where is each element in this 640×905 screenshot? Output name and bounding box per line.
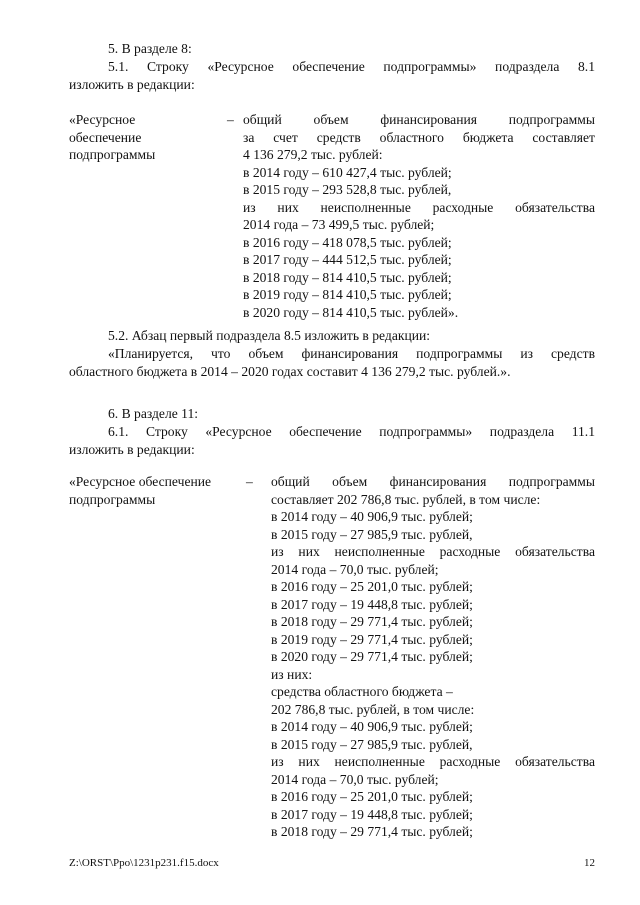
section11-p61-line1: 6.1. Строку «Ресурсное обеспечение подпрограммы» подраздела 11.1 [108, 424, 595, 439]
text-line: в 2016 году – 25 201,0 тыс. рублей; [271, 789, 473, 804]
text-line: в 2015 году – 27 985,9 тыс. рублей, [271, 526, 473, 542]
text-line: «Ресурсное обеспечение [69, 474, 212, 489]
section8-heading: 5. В разделе 8: [108, 41, 192, 56]
text-line: из них неисполненные расходные обязательства [243, 199, 595, 215]
text-line: 2014 года – 73 499,5 тыс. рублей; [243, 217, 435, 232]
section8-row-label [69, 111, 155, 164]
text-line: средства областного бюджета – [271, 684, 453, 699]
text-line: в 2019 году – 29 771,4 тыс. рублей; [271, 631, 473, 647]
footer-file-path: Z:\ORST\Ppo\1231p231.f15.docx [69, 857, 219, 869]
text-line: в 2017 году – 19 448,8 тыс. рублей; [271, 596, 473, 612]
text-line: в 2014 году – 40 906,9 тыс. рублей; [271, 509, 473, 524]
text-line: подпрограммы [69, 491, 156, 507]
footer-page-number: 12 [584, 857, 595, 869]
section8-p51-line2: изложить в редакции: [69, 77, 195, 92]
text-line: за счет средств областного бюджета составляет [243, 129, 595, 145]
text-line: в 2019 году – 814 410,5 тыс. рублей; [243, 287, 452, 302]
section11-p61-line2: изложить в редакции: [69, 442, 195, 457]
text-line: подпрограммы [69, 147, 156, 162]
text-line: общий объем финансирования подпрограммы [243, 112, 595, 127]
text-line: в 2020 году – 29 771,4 тыс. рублей; [271, 649, 473, 664]
section11-row-dash: – [246, 474, 253, 489]
text-line: в 2018 году – 29 771,4 тыс. рублей; [271, 614, 473, 629]
text-line: из них неисполненные расходные обязательства [271, 544, 595, 559]
text-line: обеспечение [69, 129, 142, 145]
text-line: 202 786,8 тыс. рублей, в том числе: [271, 701, 475, 717]
text-line: в 2016 году – 25 201,0 тыс. рублей; [271, 579, 473, 594]
text-line: в 2014 году – 610 427,4 тыс. рублей; [243, 164, 452, 180]
text-line: «Ресурсное [69, 112, 136, 127]
text-line: в 2014 году – 40 906,9 тыс. рублей; [271, 719, 473, 734]
section11-row-value [271, 473, 595, 841]
text-line: в 2018 году – 814 410,5 тыс. рублей; [243, 269, 452, 285]
section11-heading: 6. В разделе 11: [108, 406, 199, 421]
section8-row-dash: – [227, 112, 234, 127]
section8-p52: 5.2. Абзац первый подраздела 8.5 изложить в редакции: [108, 328, 431, 343]
text-line: в 2020 году – 814 410,5 тыс. рублей». [243, 304, 459, 320]
text-line: из них: [271, 666, 313, 682]
section8-row-value [243, 111, 595, 321]
section11-row-label [69, 473, 211, 508]
section8-quote-line2: областного бюджета в 2014 – 2020 годах составит 4 136 279,2 тыс. рублей.». [69, 364, 511, 379]
text-line: 2014 года – 70,0 тыс. рублей; [271, 561, 439, 577]
text-line: составляет 202 786,8 тыс. рублей, в том числе: [271, 491, 541, 507]
text-line: 2014 года – 70,0 тыс. рублей; [271, 771, 439, 787]
text-line: в 2015 году – 27 985,9 тыс. рублей, [271, 736, 473, 752]
text-line: в 2015 году – 293 528,8 тыс. рублей, [243, 182, 452, 197]
text-line: в 2016 году – 418 078,5 тыс. рублей; [243, 234, 452, 250]
section8-p51-line1: 5.1. Строку «Ресурсное обеспечение подпрограммы» подраздела 8.1 [108, 59, 595, 74]
text-line: из них неисполненные расходные обязательства [271, 754, 595, 769]
text-line: 4 136 279,2 тыс. рублей: [243, 147, 383, 162]
text-line: общий объем финансирования подпрограммы [271, 474, 595, 489]
text-line: в 2017 году – 444 512,5 тыс. рублей; [243, 252, 452, 267]
text-line: в 2018 году – 29 771,4 тыс. рублей; [271, 824, 473, 839]
text-line: в 2017 году – 19 448,8 тыс. рублей; [271, 806, 473, 822]
section8-quote-line1: «Планируется, что объем финансирования подпрограммы из средств [108, 346, 595, 361]
